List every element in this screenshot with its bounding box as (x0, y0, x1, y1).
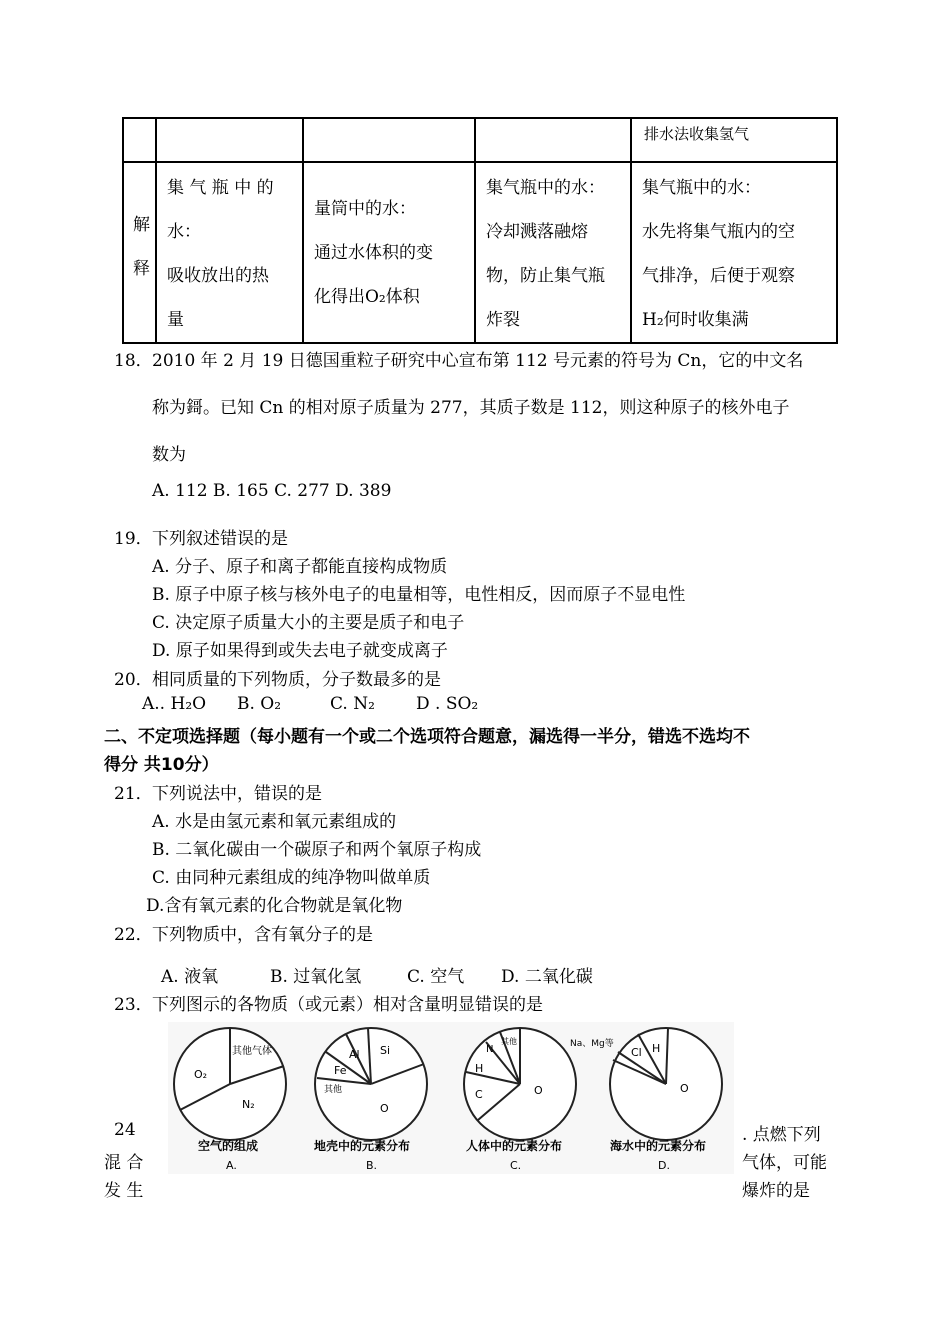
q19-option-b: B. 原子中原子核与核外电子的电量相等，电性相反，因而原子不显电性 (152, 585, 686, 605)
q24-right-line-2: 气体，可能 (742, 1153, 827, 1173)
q22-option-d: D. 二氧化碳 (501, 967, 593, 987)
q21-option-b: B. 二氧化碳由一个碳原子和两个氧原子构成 (152, 840, 482, 860)
pie-b-label-other: 其他 (324, 1085, 343, 1095)
q24-number: 24 (114, 1120, 136, 1140)
pie-d-letter: D. (658, 1159, 670, 1172)
q21-number: 21． (114, 784, 153, 804)
pie-a-label-o2: O₂ (194, 1068, 208, 1081)
pie-a-label-other-gas: 其他气体 (232, 1046, 272, 1057)
pie-b-label-fe: Fe (334, 1064, 347, 1077)
pie-c-caption: 人体中的元素分布 (466, 1139, 563, 1153)
q20-option-b: B. O₂ (237, 694, 282, 714)
table-cell-explain-label: 解 释 (123, 162, 156, 343)
pie-c (464, 1028, 576, 1172)
pie-c-label-c: C (475, 1088, 483, 1101)
q24-left-line-2: 混 合 (104, 1153, 144, 1173)
pie-c-label-h: H (475, 1062, 484, 1075)
table-cell-cool: 集气瓶中的水： 冷却溅落融熔 物，防止集气瓶 炸裂 (475, 162, 631, 343)
table-cell-heat: 集 气 瓶 中 的 水： 吸收放出的热 量 (156, 162, 303, 343)
pie-c-label-other: 其他 (501, 1037, 517, 1046)
q18-number: 18． (114, 351, 153, 371)
q23-number: 23． (114, 995, 153, 1015)
section-2-heading-line-1: 二、不定项选择题（每小题有一个或二个选项符合题意，漏选得一半分，错选不选均不 (104, 727, 750, 747)
q24-right-line-1: . 点燃下列 (742, 1125, 821, 1145)
pie-b-label-si: Si (380, 1044, 391, 1057)
q23-stem: 下列图示的各物质（或元素）相对含量明显错误的是 (152, 995, 543, 1015)
table-cell (123, 118, 156, 162)
answer-table (122, 117, 838, 344)
q21-stem: 下列说法中，错误的是 (152, 784, 322, 804)
pie-c-label-n: N (486, 1044, 494, 1055)
table-cell-collect-h2: 排水法收集氢气 (631, 118, 837, 162)
pie-b-label-o: O (380, 1102, 389, 1115)
table-cell-exhaust: 集气瓶中的水： 水先将集气瓶内的空 气排净，后便于观察 H₂何时收集满 (631, 162, 837, 343)
q21-option-a: A. 水是由氢元素和氧元素组成的 (152, 812, 397, 832)
pie-d-label-na-mg: Na、Mg等 (570, 1039, 614, 1049)
pie-a-caption: 空气的组成 (198, 1139, 259, 1153)
pie-b-label-al: Al (349, 1048, 360, 1061)
section-2-heading-line-2: 得分 共10分） (104, 755, 219, 775)
q24-right-line-3: 爆炸的是 (742, 1181, 810, 1201)
pie-c-letter: C. (510, 1159, 522, 1172)
q20-stem: 相同质量的下列物质，分子数最多的是 (152, 670, 441, 690)
q18-options: A. 112 B. 165 C. 277 D. 389 (152, 481, 392, 501)
q18-line-1: 2010 年 2 月 19 日德国重粒子研究中心宣布第 112 号元素的符号为 Cn，它的中文名 (152, 351, 804, 371)
q19-option-d: D. 原子如果得到或失去电子就变成离子 (152, 641, 448, 661)
q24-left-line-3: 发 生 (104, 1181, 144, 1201)
q20-option-d: D . SO₂ (416, 694, 479, 714)
q22-option-b: B. 过氧化氢 (270, 967, 362, 987)
table-cell-volume: 量筒中的水： 通过水体积的变 化得出O₂体积 (303, 162, 475, 343)
table-cell (156, 118, 303, 162)
pie-b-letter: B. (366, 1159, 378, 1172)
pie-d-label-h: H (652, 1042, 661, 1055)
q20-number: 20． (114, 670, 153, 690)
pie-a-letter: A. (226, 1159, 237, 1172)
table-cell (303, 118, 475, 162)
q20-option-a: A.. H₂O (142, 694, 207, 714)
pie-c-label-o: O (534, 1084, 543, 1097)
q18-line-3: 数为 (152, 445, 186, 465)
q22-number: 22． (114, 925, 153, 945)
q19-option-c: C. 决定原子质量大小的主要是质子和电子 (152, 613, 465, 633)
q20-option-c: C. N₂ (330, 694, 375, 714)
q22-option-c: C. 空气 (407, 967, 465, 987)
pie-d-label-cl: Cl (631, 1046, 642, 1059)
q19-number: 19． (114, 529, 153, 549)
q22-stem: 下列物质中，含有氧分子的是 (152, 925, 373, 945)
q22-option-a: A. 液氧 (161, 967, 219, 987)
q23-pie-figure (168, 1022, 734, 1174)
table-cell (475, 118, 631, 162)
pie-a-label-n2: N₂ (242, 1098, 255, 1111)
pie-b-caption: 地壳中的元素分布 (314, 1139, 411, 1153)
pie-d-label-o: O (680, 1082, 689, 1095)
q19-option-a: A. 分子、原子和离子都能直接构成物质 (152, 557, 448, 577)
q21-option-d: D.含有氧元素的化合物就是氧化物 (146, 896, 403, 916)
pie-d-caption: 海水中的元素分布 (610, 1139, 707, 1153)
q21-option-c: C. 由同种元素组成的纯净物叫做单质 (152, 868, 431, 888)
q18-line-2: 称为鎶。已知 Cn 的相对原子质量为 277，其质子数是 112，则这种原子的核外电子 (152, 398, 790, 418)
q19-stem: 下列叙述错误的是 (152, 529, 288, 549)
